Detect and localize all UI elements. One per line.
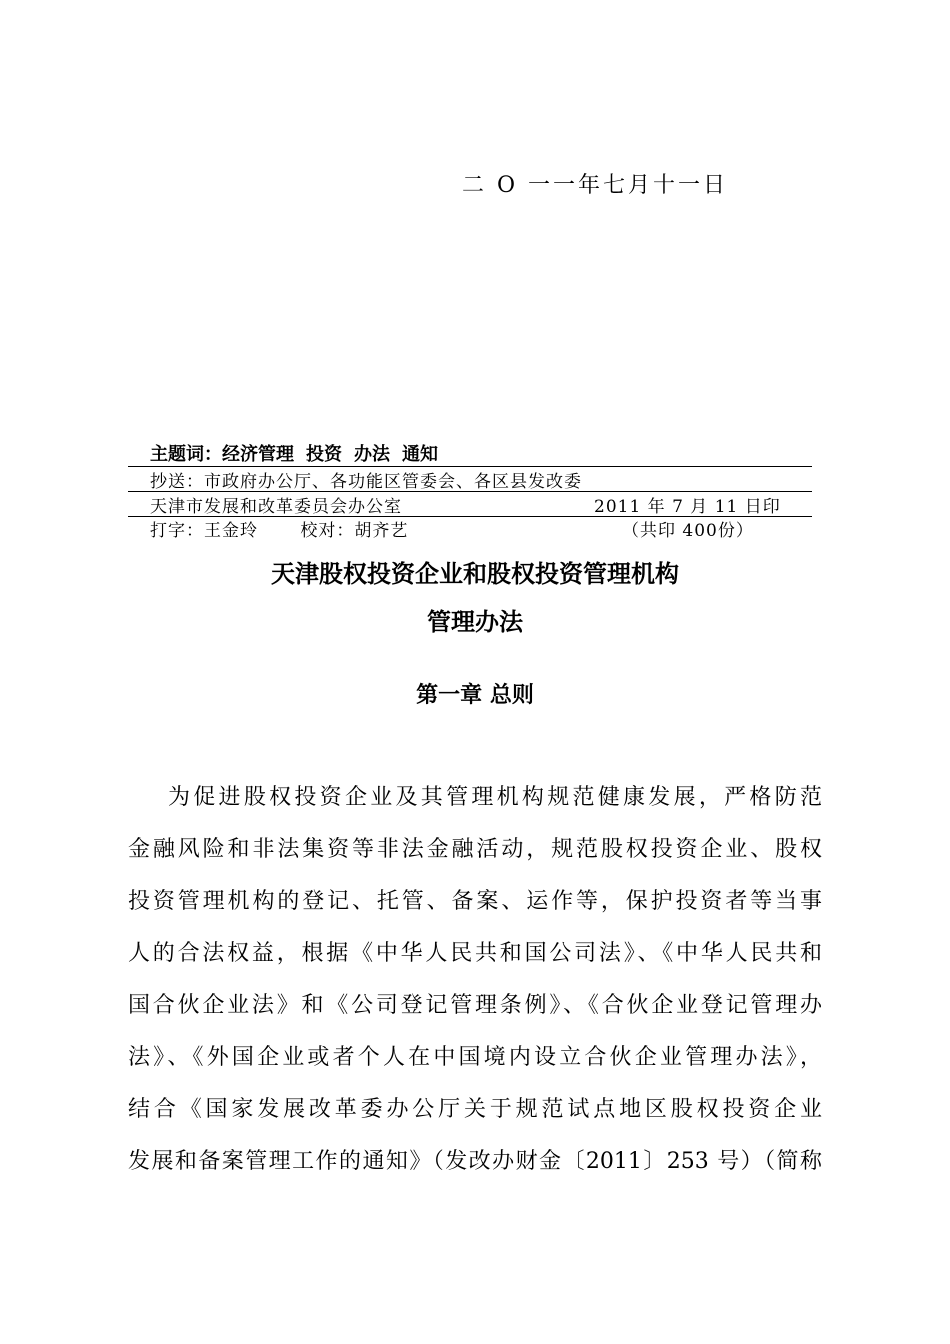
proof-label: 校对： [300,521,355,541]
document-date: 二 O 一一年七月十一日 [462,173,729,198]
keyword-item: 经济管理 [222,444,294,465]
body-line: 法》、《外国企业或者个人在中国境内设立合伙企业管理办法》， [128,1045,822,1070]
body-paragraph [128,772,822,1188]
keyword-item: 投资 [306,444,342,465]
body-line: 结合《国家发展改革委办公厅关于规范试点地区股权投资企业 [128,1097,822,1122]
copies-count: （共印 400份） [622,521,754,541]
issuer-name: 天津市发展和改革委员会办公室 [150,497,402,517]
body-line: 为促进股权投资企业及其管理机构规范健康发展，严格防范 [168,785,822,810]
chapter-heading: 第一章 总则 [416,683,534,708]
document-title-line2: 管理办法 [427,608,523,636]
body-line: 国合伙企业法》和《公司登记管理条例》、《合伙企业登记管理办 [128,993,822,1018]
typist-label: 打字： [150,521,204,541]
print-date: 2011 年 7 月 11 日印 [594,497,781,517]
subject-keywords [150,440,438,466]
body-line: 金融风险和非法集资等非法金融活动，规范股权投资企业、股权 [128,837,822,862]
keyword-item: 通知 [402,444,438,465]
issuer-row [150,492,812,517]
keyword-item: 办法 [354,444,390,465]
keywords-label: 主题词： [150,444,222,465]
body-line: 发展和备案管理工作的通知》（发改办财金〔2011〕253 号）（简称 [128,1149,822,1174]
proofreader-name: 胡齐艺 [354,521,409,541]
body-line: 人的合法权益，根据《中华人民共和国公司法》、《中华人民共和 [128,941,822,966]
typist-name: 王金玲 [204,521,258,541]
document-title-line1: 天津股权投资企业和股权投资管理机构 [271,560,679,588]
body-line: 投资管理机构的登记、托管、备案、运作等，保护投资者等当事 [128,889,822,914]
cc-value: 市政府办公厅、各功能区管委会、各区县发改委 [204,472,582,492]
typist-row [150,516,812,541]
cc-label: 抄送： [150,472,204,492]
cc-row [150,467,812,492]
